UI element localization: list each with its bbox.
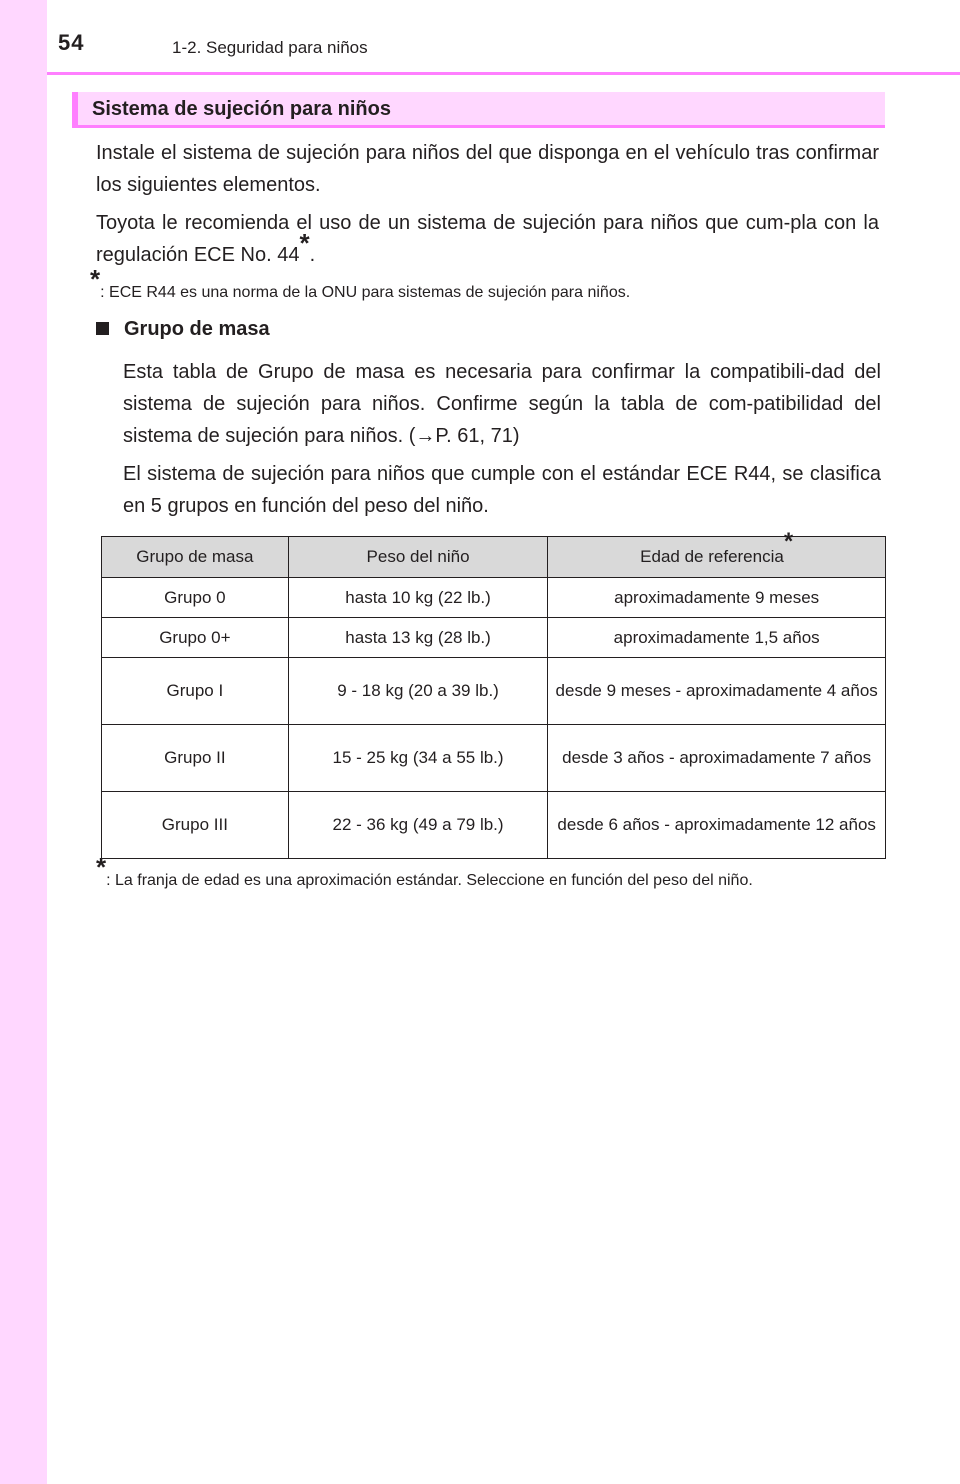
arrow-icon: → xyxy=(415,425,436,447)
classification-text: El sistema de sujeción para niños que cumple con el estándar ECE R44, se clasifica en 5 grupos en función del peso del niño. xyxy=(123,463,881,517)
footnote-1 xyxy=(90,264,880,306)
footnote-1-text: : ECE R44 es una norma de la ONU para sistemas de sujeción para niños. xyxy=(100,284,631,301)
table-row xyxy=(102,792,886,859)
page-reference: P. 61, 71) xyxy=(435,425,520,447)
footnote-2 xyxy=(96,852,879,894)
header-cell xyxy=(548,528,886,578)
table-cell: Grupo 0+ xyxy=(102,618,289,658)
table-cell: aproximadamente 1,5 años xyxy=(548,618,886,658)
header-cell-text: Edad de referencia xyxy=(640,547,784,566)
footnote-2-text: : La franja de edad es una aproximación estándar. Seleccione en función del peso del niño. xyxy=(106,872,753,889)
table-cell: desde 6 años - aproximadamente 12 años xyxy=(548,792,886,859)
intro-paragraph xyxy=(96,137,879,201)
recommend-paragraph xyxy=(96,207,879,271)
table-cell: Grupo II xyxy=(102,725,289,792)
asterisk-mark: * xyxy=(299,228,310,258)
classification-paragraph xyxy=(123,458,881,522)
header-rule xyxy=(47,72,960,75)
table-cell: desde 3 años - aproximadamente 7 años xyxy=(548,725,886,792)
table-row xyxy=(102,725,886,792)
table-cell: hasta 13 kg (28 lb.) xyxy=(288,618,548,658)
header-cell: Grupo de masa xyxy=(102,537,289,578)
asterisk-mark: * xyxy=(783,528,794,556)
left-margin-bar xyxy=(0,0,47,1484)
table-row xyxy=(102,658,886,725)
table-row xyxy=(102,578,886,618)
table-cell: 9 - 18 kg (20 a 39 lb.) xyxy=(288,658,548,725)
sub-heading-text: Grupo de masa xyxy=(124,318,270,340)
recommend-text: Toyota le recomienda el uso de un sistema de sujeción para niños que cum-pla con la regulación ECE No. 44 xyxy=(96,212,879,266)
asterisk-mark: * xyxy=(96,852,107,882)
table-cell: 22 - 36 kg (49 a 79 lb.) xyxy=(288,792,548,859)
mass-group-text: Esta tabla de Grupo de masa es necesaria para confirmar la compatibili-dad del sistema de sujeción para niños. Confirme según la tabla de com-patibilidad del sistema de sujeción para niños. ( xyxy=(123,361,881,447)
table-cell: Grupo 0 xyxy=(102,578,289,618)
table-row xyxy=(102,618,886,658)
asterisk-mark: * xyxy=(90,264,101,294)
square-bullet-icon xyxy=(96,322,109,335)
intro-text: Instale el sistema de sujeción para niños del que disponga en el vehículo tras confirmar los siguientes elementos. xyxy=(96,142,879,196)
section-title: Sistema de sujeción para niños xyxy=(92,98,391,120)
table-cell: 15 - 25 kg (34 a 55 lb.) xyxy=(288,725,548,792)
table-cell: Grupo I xyxy=(102,658,289,725)
sub-heading xyxy=(96,318,270,341)
mass-group-paragraph xyxy=(123,356,881,452)
table-header-row xyxy=(102,537,886,578)
table-cell: desde 9 meses - aproximadamente 4 años xyxy=(548,658,886,725)
mass-group-table xyxy=(101,528,886,859)
table-cell: hasta 10 kg (22 lb.) xyxy=(288,578,548,618)
table-cell: Grupo III xyxy=(102,792,289,859)
chapter-title: 1-2. Seguridad para niños xyxy=(172,38,368,57)
page-number: 54 xyxy=(58,30,85,55)
section-heading xyxy=(72,92,885,128)
table-cell: aproximadamente 9 meses xyxy=(548,578,886,618)
recommend-end: . xyxy=(309,244,316,266)
header-cell: Peso del niño xyxy=(288,537,548,578)
